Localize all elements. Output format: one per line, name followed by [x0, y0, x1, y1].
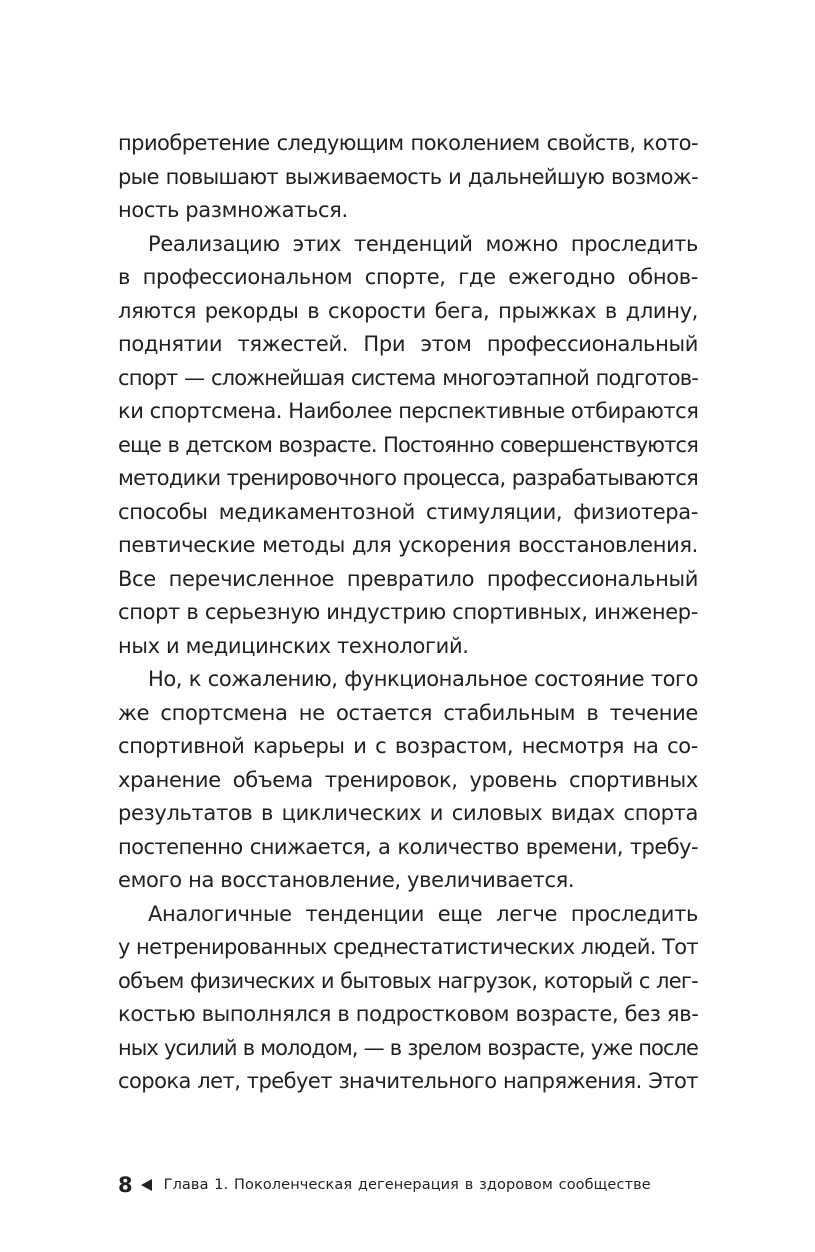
text-line: костью выполнялся в подростковом возрасте, без яв- [118, 1002, 699, 1026]
text-line: же спортсмена не остается стабильным в течение [118, 700, 698, 725]
paragraph-3 [118, 663, 698, 898]
text-line: объем физических и бытовых нагрузок, который с лег- [118, 968, 698, 993]
text-line: в профессиональном спорте, где ежегодно обнов- [118, 265, 698, 289]
text-line: способы медикаментозной стимуляции, физиотера- [118, 499, 698, 524]
chapter-title: Глава 1. Поколенческая дегенерация в здоровом сообществе [163, 1177, 651, 1193]
text-line: хранение объема тренировок, уровень спортивных [118, 767, 698, 792]
text-line: спортивной карьеры и с возрастом, несмотря на со- [118, 734, 698, 758]
left-triangle-icon [141, 1179, 152, 1191]
text-line: еще в детском возрасте. Постоянно совершенствуются [118, 432, 698, 457]
text-line: ность размножаться. [118, 198, 348, 222]
text-line: результатов в циклических и силовых видах спорта [118, 801, 698, 825]
text-line: Аналогичные тенденции еще легче проследить [148, 901, 698, 926]
text-line: поднятии тяжестей. При этом профессиональный [118, 332, 698, 356]
text-line: Но, к сожалению, функциональное состояние того [148, 667, 698, 691]
text-line: спорт в серьезную индустрию спортивных, инженер- [118, 600, 698, 624]
text-line: ляются рекорды в скорости бега, прыжках в длину, [118, 298, 698, 323]
page-footer [118, 1170, 651, 1200]
text-line: у нетренированных среднестатистических людей. Тот [118, 935, 698, 959]
text-line: ки спортсмена. Наиболее перспективные отбираются [118, 399, 699, 423]
text-line: методики тренировочного процесса, разрабатываются [118, 466, 698, 490]
paragraph-1 [118, 127, 698, 228]
text-line: спорт — сложнейшая система многоэтапной подготов- [118, 365, 698, 390]
text-line: сорока лет, требует значительного напряжения. Этот [118, 1069, 698, 1093]
text-line: приобретение следующим поколением свойств, кото- [118, 131, 698, 155]
text-line: певтические методы для ускорения восстановления. [118, 533, 698, 557]
paragraph-4 [118, 898, 698, 1099]
text-line: постепенно снижается, а количество времени, требу- [118, 834, 698, 859]
text-line: рые повышают выживаемость и дальнейшую возмож- [118, 164, 698, 189]
text-line: Все перечисленное превратило профессиональный [118, 566, 698, 591]
text-line: ных и медицинских технологий. [118, 633, 469, 658]
paragraph-2 [118, 228, 698, 664]
page-number: 8 [118, 1173, 133, 1197]
text-line: емого на восстановление, увеличивается. [118, 868, 575, 892]
text-line: Реализацию этих тенденций можно проследить [148, 231, 698, 256]
page-body [118, 127, 698, 1099]
text-line: ных усилий в молодом, — в зрелом возрасте, уже после [118, 1035, 698, 1060]
